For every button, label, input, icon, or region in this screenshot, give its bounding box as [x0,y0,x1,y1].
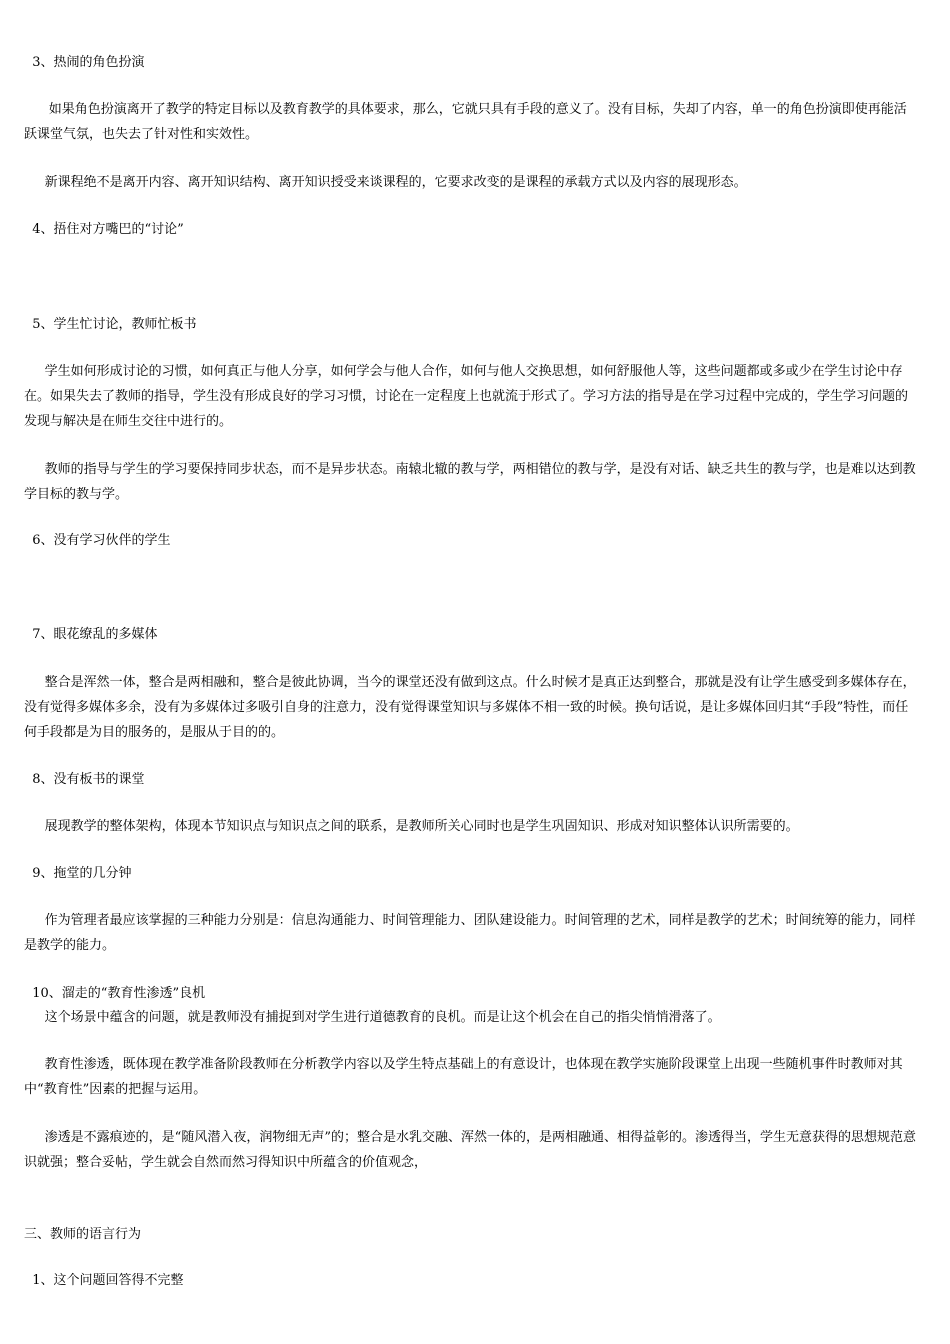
heading-5: 5、学生忙讨论，教师忙板书 [24,317,197,332]
heading-4: 4、捂住对方嘴巴的“讨论” [24,222,184,237]
heading-6: 6、没有学习伙伴的学生 [24,533,171,548]
paragraph-8: 这个场景中蕴含的问题，就是教师没有捕捉到对学生进行道德教育的良机。而是让这个机会在自己的指尖悄悄滑落了。 [24,1010,721,1025]
section-heading-3: 三、教师的语言行为 [24,1227,142,1242]
heading-9: 9、拖堂的几分钟 [24,866,132,881]
subsection-heading-1: 1、这个问题回答得不完整 [24,1273,184,1288]
paragraph-7: 作为管理者最应该掌握的三种能力分别是：信息沟通能力、时间管理能力、团队建设能力。时间管理的艺术，同样是教学的艺术；时间统筹的能力，同样是教学的能力。 [24,913,916,953]
paragraph-3: 学生如何形成讨论的习惯，如何真正与他人分享，如何学会与他人合作，如何与他人交换思想，如何舒服他人等，这些问题都或多或少在学生讨论中存在。如果失去了教师的指导，学生没有形成良好的学习习惯，讨论在一定程度上也就流于形式了。学习方法的指导是在学习过程中完成的，学生学习问题的发现与解决是在师生交往中进行的。 [24,364,909,429]
heading-8: 8、没有板书的课堂 [24,772,145,787]
paragraph-10: 渗透是不露痕迹的，是“随风潜入夜，润物细无声”的；整合是水乳交融、浑然一体的，是两相融通、相得益彰的。渗透得当，学生无意获得的思想规范意识就强；整合妥帖，学生就会自然而然习得知识中所蕴含的价值观念， [24,1130,916,1170]
paragraph-9: 教育性渗透，既体现在教学准备阶段教师在分析教学内容以及学生特点基础上的有意设计，也体现在教学实施阶段课堂上出现一些随机事件时教师对其中“教育性”因素的把握与运用。 [24,1057,903,1097]
heading-7: 7、眼花缭乱的多媒体 [24,627,158,642]
paragraph-6: 展现教学的整体架构，体现本节知识点与知识点之间的联系，是教师所关心同时也是学生巩固知识、形成对知识整体认识所需要的。 [24,819,799,834]
heading-3: 3、热闹的角色扮演 [24,55,145,70]
paragraph-1: 如果角色扮演离开了教学的特定目标以及教育教学的具体要求，那么，它就只具有手段的意义了。没有目标，失却了内容，单一的角色扮演即使再能活跃课堂气氛，也失去了针对性和实效性。 [24,102,907,142]
heading-10: 10、溜走的“教育性渗透”良机 [24,986,206,1001]
paragraph-5: 整合是浑然一体，整合是两相融和，整合是彼此协调，当今的课堂还没有做到这点。什么时候才是真正达到整合，那就是没有让学生感受到多媒体存在，没有觉得多媒体多余，没有为多媒体过多吸引自身的注意力，没有觉得课堂知识与多媒体不相一致的时候。换句话说，是让多媒体回归其“手段”特性，而任何手段都是为目的服务的，是服从于目的的。 [24,675,916,740]
paragraph-4: 教师的指导与学生的学习要保持同步状态，而不是异步状态。南辕北辙的教与学，两相错位的教与学，是没有对话、缺乏共生的教与学，也是难以达到教学目标的教与学。 [24,462,916,502]
paragraph-2: 新课程绝不是离开内容、离开知识结构、离开知识授受来谈课程的，它要求改变的是课程的承载方式以及内容的展现形态。 [24,175,747,190]
